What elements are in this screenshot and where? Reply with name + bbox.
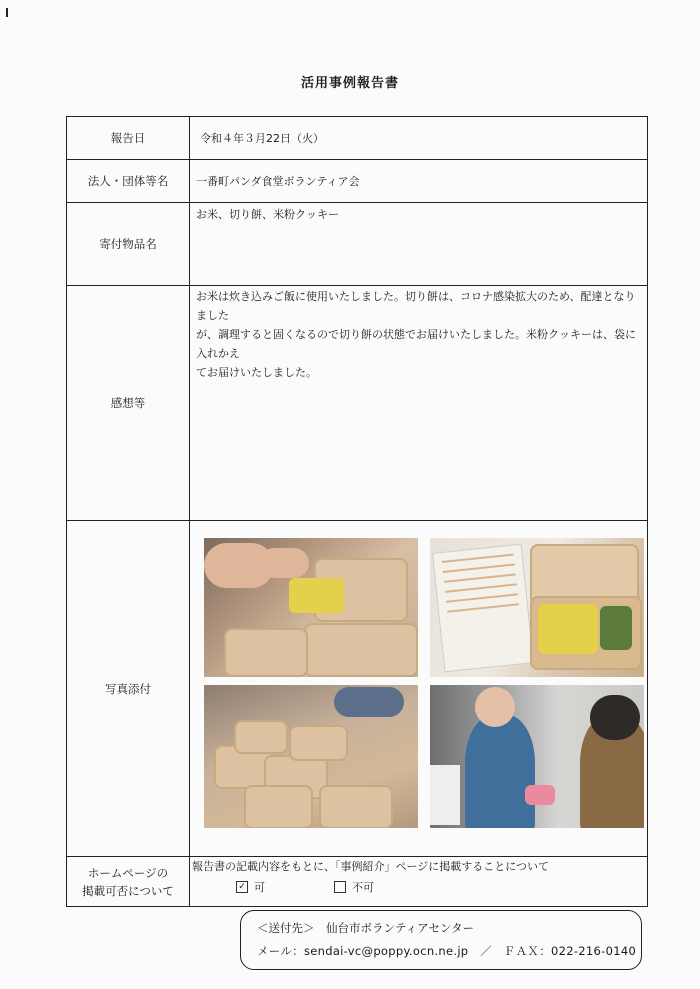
comments-line: お米は炊き込みご飯に使用いたしました。切り餅は、コロナ感染拡大のため、配達となりました xyxy=(196,290,636,322)
yes-label: 可 xyxy=(254,881,265,894)
items-value-cell xyxy=(190,203,648,286)
date-value-cell xyxy=(190,117,648,160)
table-row xyxy=(67,203,648,286)
homepage-label-line: 掲載可否について xyxy=(82,883,174,898)
org-label: 法人・団体等名 xyxy=(67,160,190,203)
homepage-label xyxy=(67,857,190,907)
send-to-line: ＜送付先＞ 仙台市ボランティアセンター xyxy=(257,921,475,935)
photo-handover xyxy=(430,685,644,828)
org-value: 一番町パンダ食堂ボランティア会 xyxy=(196,174,360,188)
comments-text xyxy=(190,286,647,382)
photo-packing-lunch xyxy=(204,538,418,677)
items-value: お米、切り餅、米粉クッキー xyxy=(196,208,339,221)
photo-lunch-trays xyxy=(204,685,418,828)
table-row xyxy=(67,117,648,160)
items-label: 寄付物品名 xyxy=(67,203,190,286)
report-table xyxy=(66,116,648,907)
table-row xyxy=(67,286,648,521)
homepage-question: 報告書の記載内容をもとに、「事例紹介」ページに掲載することについて xyxy=(192,860,550,873)
comments-cell xyxy=(190,286,648,521)
yes-checkbox[interactable]: ✓ xyxy=(236,881,248,893)
send-to-box xyxy=(240,910,642,970)
homepage-cell xyxy=(190,857,648,907)
comments-line: が、調理すると固くなるので切り餅の状態でお届けいたしました。米粉クッキーは、袋に入れかえ xyxy=(196,328,636,360)
homepage-options xyxy=(190,878,647,897)
scan-mark xyxy=(6,8,8,17)
org-value-cell xyxy=(190,160,648,203)
table-row xyxy=(67,160,648,203)
photos-cell xyxy=(190,521,648,857)
table-row xyxy=(67,857,648,907)
photo-grid xyxy=(190,521,647,828)
table-row xyxy=(67,521,648,857)
photo-bento-with-note xyxy=(430,538,644,677)
homepage-label-line: ホームページの xyxy=(87,865,169,880)
no-label: 不可 xyxy=(352,881,374,894)
page-title: 活用事例報告書 xyxy=(300,76,399,91)
date-label: 報告日 xyxy=(67,117,190,160)
send-to-contact: メール：sendai-vc@poppy.ocn.ne.jp ／ ＦＡＸ：022-216-0140 xyxy=(257,944,637,958)
comments-line: てお届けいたしました。 xyxy=(196,366,317,379)
no-checkbox[interactable] xyxy=(334,881,346,893)
date-value: 令和４年３月22日（火） xyxy=(200,131,324,145)
photos-label: 写真添付 xyxy=(67,521,190,857)
comments-label: 感想等 xyxy=(67,286,190,521)
